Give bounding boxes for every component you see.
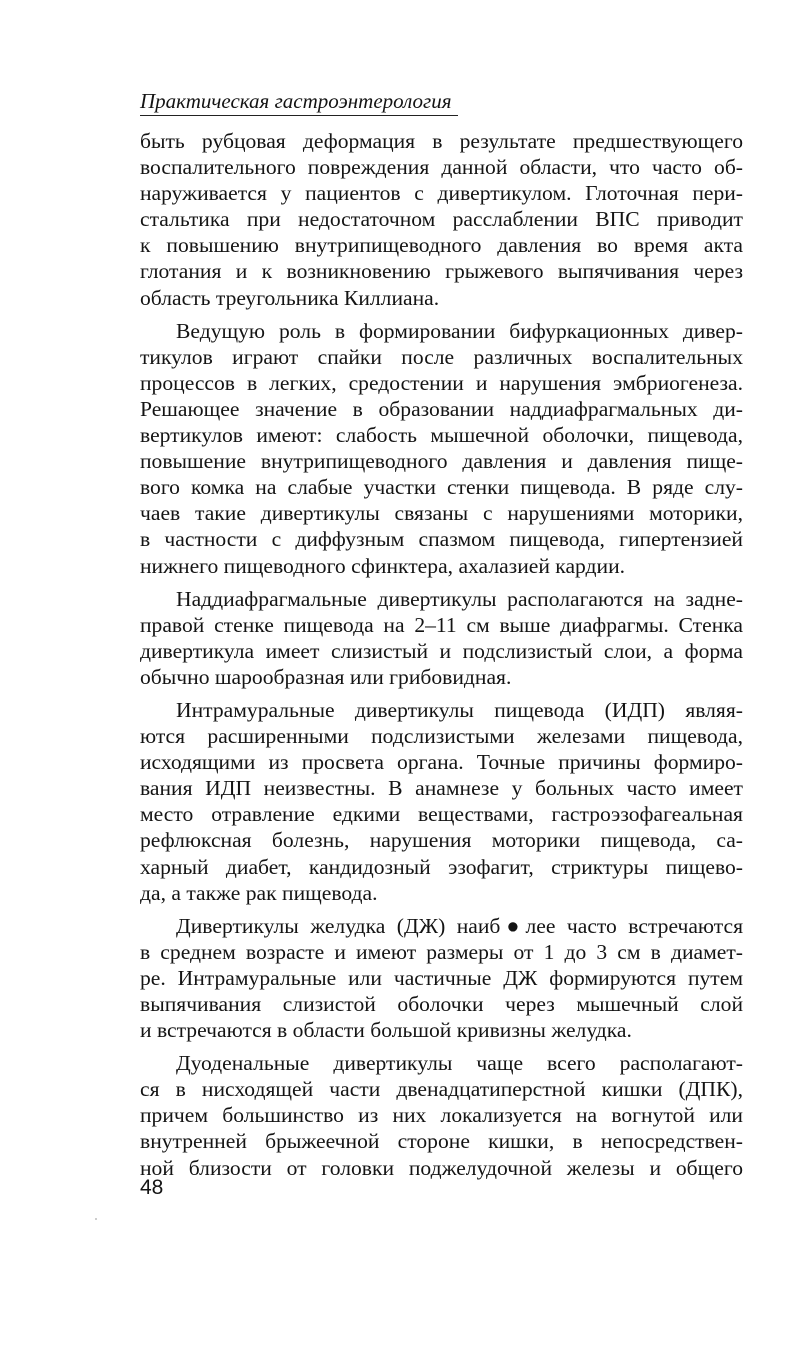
text-line: исходящими из просвета органа. Точные причины формиро- <box>140 750 743 775</box>
text-line: Дивертикулы желудка (ДЖ) наиб●лее часто встречаются <box>176 913 743 938</box>
text-line: Интрамуральные дивертикулы пищевода (ИДП) являя- <box>176 697 743 722</box>
text-line: в среднем возрасте и имеют размеры от 1 до 3 см в диамет- <box>140 939 743 964</box>
paragraph <box>140 697 743 906</box>
text-line: быть рубцовая деформация в результате предшествующего <box>140 129 743 153</box>
text-line: ре. Интрамуральные или частичные ДЖ формируются путем <box>140 965 743 990</box>
text-line: в частности с диффузным спазмом пищевода, гипертензией <box>140 527 743 552</box>
paragraph <box>140 128 743 311</box>
text-line: Ведущую роль в формировании бифуркационных дивер- <box>176 318 743 343</box>
text-line: тикулов играют спайки после различных воспалительных <box>140 344 743 369</box>
text-line: нижнего пищеводного сфинктера, ахалазией кардии. <box>140 553 626 578</box>
text-line: причем большинство из них локализуется на вогнутой или <box>140 1103 743 1128</box>
text-line: воспалительного повреждения данной области, что часто об- <box>140 155 743 180</box>
text-line: вертикулов имеют: слабость мышечной оболочки, пищевода, <box>140 423 743 448</box>
text-line: харный диабет, кандидозный эзофагит, стриктуры пищево- <box>140 854 743 879</box>
text-line: глотания и к возникновению грыжевого выпячивания через <box>140 259 743 284</box>
text-line: обычно шарообразная или грибовидная. <box>140 664 512 689</box>
text-line: вого комка на слабые участки стенки пищевода. В ряде слу- <box>140 475 743 500</box>
text-line: чаев такие дивертикулы связаны с нарушениями моторики, <box>140 501 743 526</box>
text-line: наруживается у пациентов с дивертикулом. Глоточная пери- <box>140 181 743 206</box>
body-text <box>140 128 743 1188</box>
text-line: вания ИДП неизвестны. В анамнезе у больных часто имеет <box>140 776 743 801</box>
text-line: Дуоденальные дивертикулы чаще всего располагают- <box>176 1051 743 1076</box>
paragraph <box>140 913 743 1043</box>
paragraph <box>140 1050 743 1180</box>
page-number: 48 <box>140 1176 164 1199</box>
text-line: ся в нисходящей части двенадцатиперстной кишки (ДПК), <box>140 1077 743 1102</box>
text-line: место отравление едкими веществами, гастроэзофагеальная <box>140 802 743 827</box>
text-line: к повышению внутрипищеводного давления во время акта <box>140 233 743 258</box>
text-line: Наддиафрагмальные дивертикулы располагаются на задне- <box>176 586 743 611</box>
paragraph <box>140 318 743 579</box>
paragraph <box>140 586 743 690</box>
text-line: повышение внутрипищеводного давления и давления пище- <box>140 449 743 474</box>
text-line: ной близости от головки поджелудочной железы и общего <box>140 1155 743 1180</box>
text-line: внутренней брыжеечной стороне кишки, в непосредствен- <box>140 1129 743 1154</box>
text-line: ются расширенными подслизистыми железами пищевода, <box>140 724 743 749</box>
text-line: дивертикула имеет слизистый и подслизистый слои, а форма <box>140 638 743 663</box>
text-line: правой стенке пищевода на 2–11 см выше диафрагмы. Стенка <box>140 612 743 637</box>
text-line: выпячивания слизистой оболочки через мышечный слой <box>140 992 743 1016</box>
scan-speck <box>95 1218 97 1220</box>
text-line: да, а также рак пищевода. <box>140 880 378 905</box>
text-line: Решающее значение в образовании наддиафрагмальных ди- <box>140 396 743 421</box>
text-line: область треугольника Киллиана. <box>140 285 440 310</box>
text-line: процессов в легких, средостении и нарушения эмбриогенеза. <box>140 370 743 395</box>
running-head: Практическая гастроэнтерология <box>140 88 458 116</box>
text-line: и встречаются в области большой кривизны желудка. <box>140 1018 632 1043</box>
text-line: рефлюксная болезнь, нарушения моторики пищевода, са- <box>140 828 743 853</box>
text-line: стальтика при недостаточном расслаблении ВПС приводит <box>140 207 743 232</box>
